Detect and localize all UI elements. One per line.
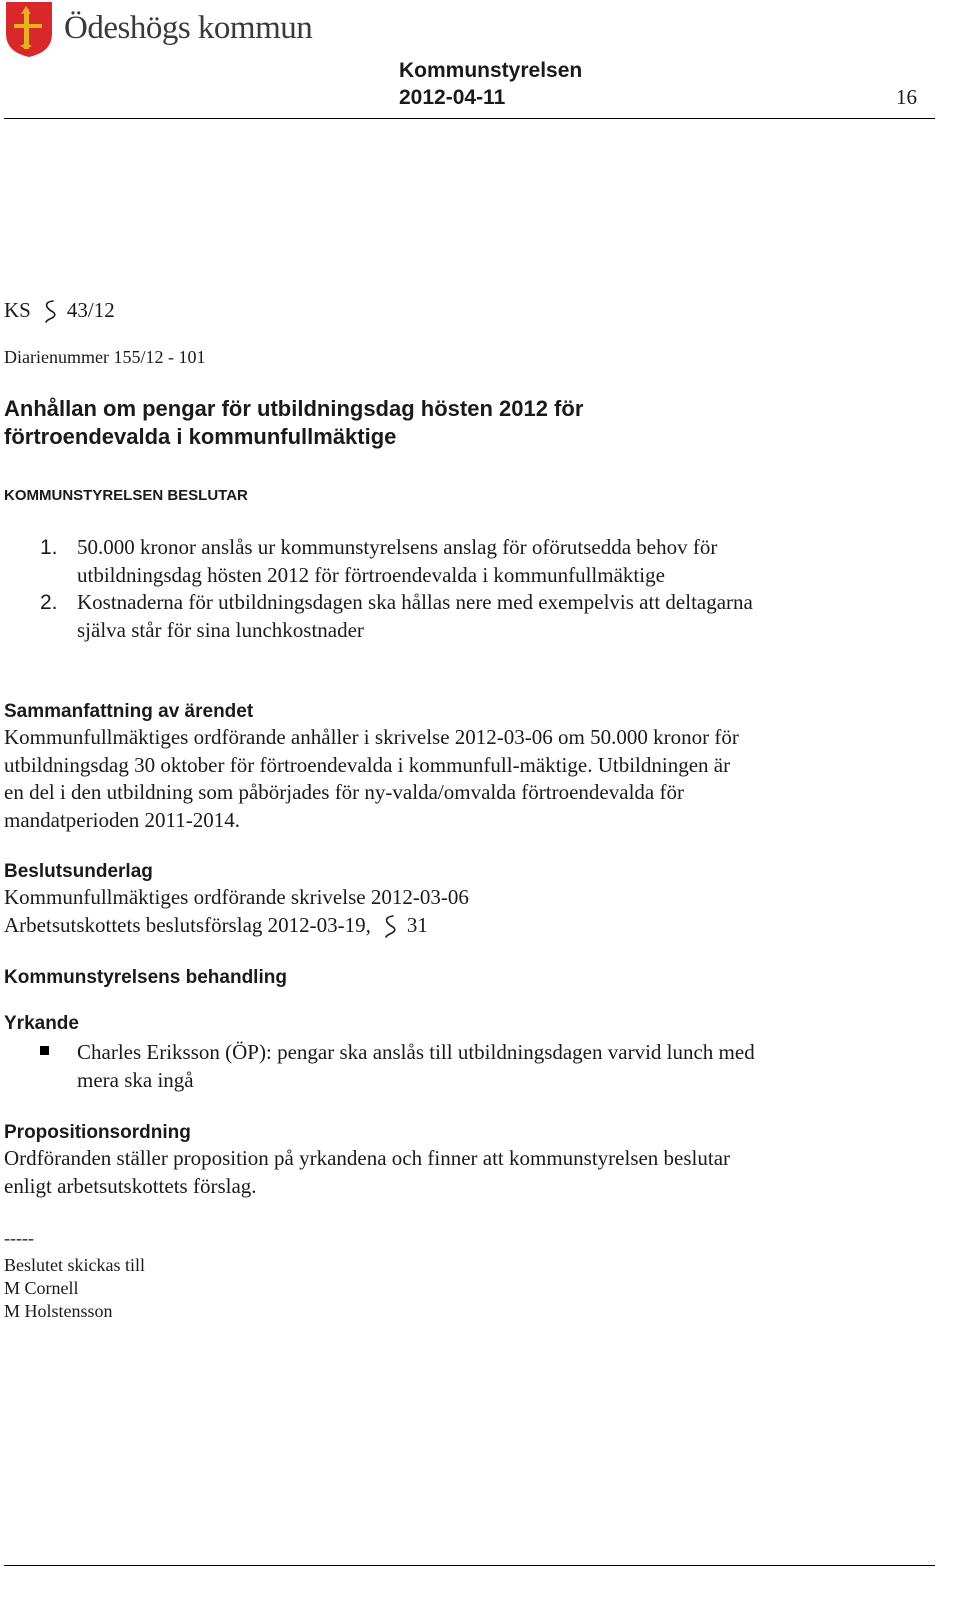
list-item-number: 2. — [40, 591, 58, 614]
basis-heading: Beslutsunderlag — [4, 861, 153, 882]
basis-line-2 — [4, 912, 428, 940]
section-sign-icon — [39, 298, 61, 324]
decision-list — [0, 534, 760, 644]
case-reference — [4, 297, 115, 324]
motion-heading: Yrkande — [4, 1013, 79, 1034]
header-title: Kommunstyrelsen — [399, 59, 583, 82]
motion-item: Charles Eriksson (ÖP): pengar ska anslås till utbildningsdagen varvid lunch med mera ska ingå — [77, 1040, 755, 1092]
basis-line-2-text: Arbetsutskottets beslutsförslag 2012-03-19, — [4, 913, 371, 937]
bullet-square-icon — [40, 1046, 49, 1055]
list-item — [0, 534, 760, 589]
proposition-heading: Propositionsordning — [4, 1122, 191, 1143]
recipient: M Holstensson — [4, 1301, 113, 1321]
proposition-text: Ordföranden ställer proposition på yrkandena och finner att kommunstyrelsen beslutar enligt arbetsutskottets förslag. — [4, 1146, 731, 1198]
handling-heading: Kommunstyrelsens behandling — [4, 967, 287, 988]
list-item — [0, 589, 760, 644]
list-item-text: 50.000 kronor anslås ur kommunstyrelsens anslag för oförutsedda behov för utbildningsdag hösten 2012 för förtroendevalda i kommunfullmäktige — [77, 535, 718, 587]
footer-divider — [4, 1565, 935, 1566]
case-title: Anhållan om pengar för utbildningsdag hösten 2012 för förtroendevalda i kommunfullmäktige — [4, 396, 584, 449]
header-date: 2012-04-11 — [399, 86, 506, 109]
separator-dashes: ----- — [4, 1228, 34, 1248]
list-item-text: Kostnaderna för utbildningsdagen ska hållas nere med exempelvis att deltagarna själva står för sina lunchkostnader — [77, 590, 753, 642]
distribution-label: Beslutet skickas till — [4, 1255, 145, 1275]
list-item-number: 1. — [40, 536, 58, 559]
diary-number: Diarienummer 155/12 - 101 — [4, 347, 206, 367]
summary-heading: Sammanfattning av ärendet — [4, 701, 254, 722]
case-number: 43/12 — [66, 298, 115, 322]
recipient: M Cornell — [4, 1278, 79, 1298]
decision-heading: KOMMUNSTYRELSEN BESLUTAR — [4, 487, 248, 504]
summary-text: Kommunfullmäktiges ordförande anhåller i skrivelse 2012-03-06 om 50.000 kronor för utbildningsdag 30 oktober för förtroendevalda i kommunfull-mäktige. Utbildningen är en del i den utbildning som påbörjades för ny-valda/omvalda förtroendevalda för mandatperioden 2011-2014. — [4, 725, 739, 832]
basis-line-2-number: 31 — [406, 913, 428, 937]
header-divider — [4, 118, 935, 119]
basis-line-1: Kommunfullmäktiges ordförande skrivelse 2012-03-06 — [4, 885, 469, 909]
case-prefix: KS — [4, 298, 31, 322]
section-sign-icon — [379, 913, 401, 939]
logo-text: Ödeshögs kommun — [64, 10, 313, 46]
page-number: 16 — [896, 85, 917, 109]
municipality-shield-logo — [4, 0, 54, 58]
